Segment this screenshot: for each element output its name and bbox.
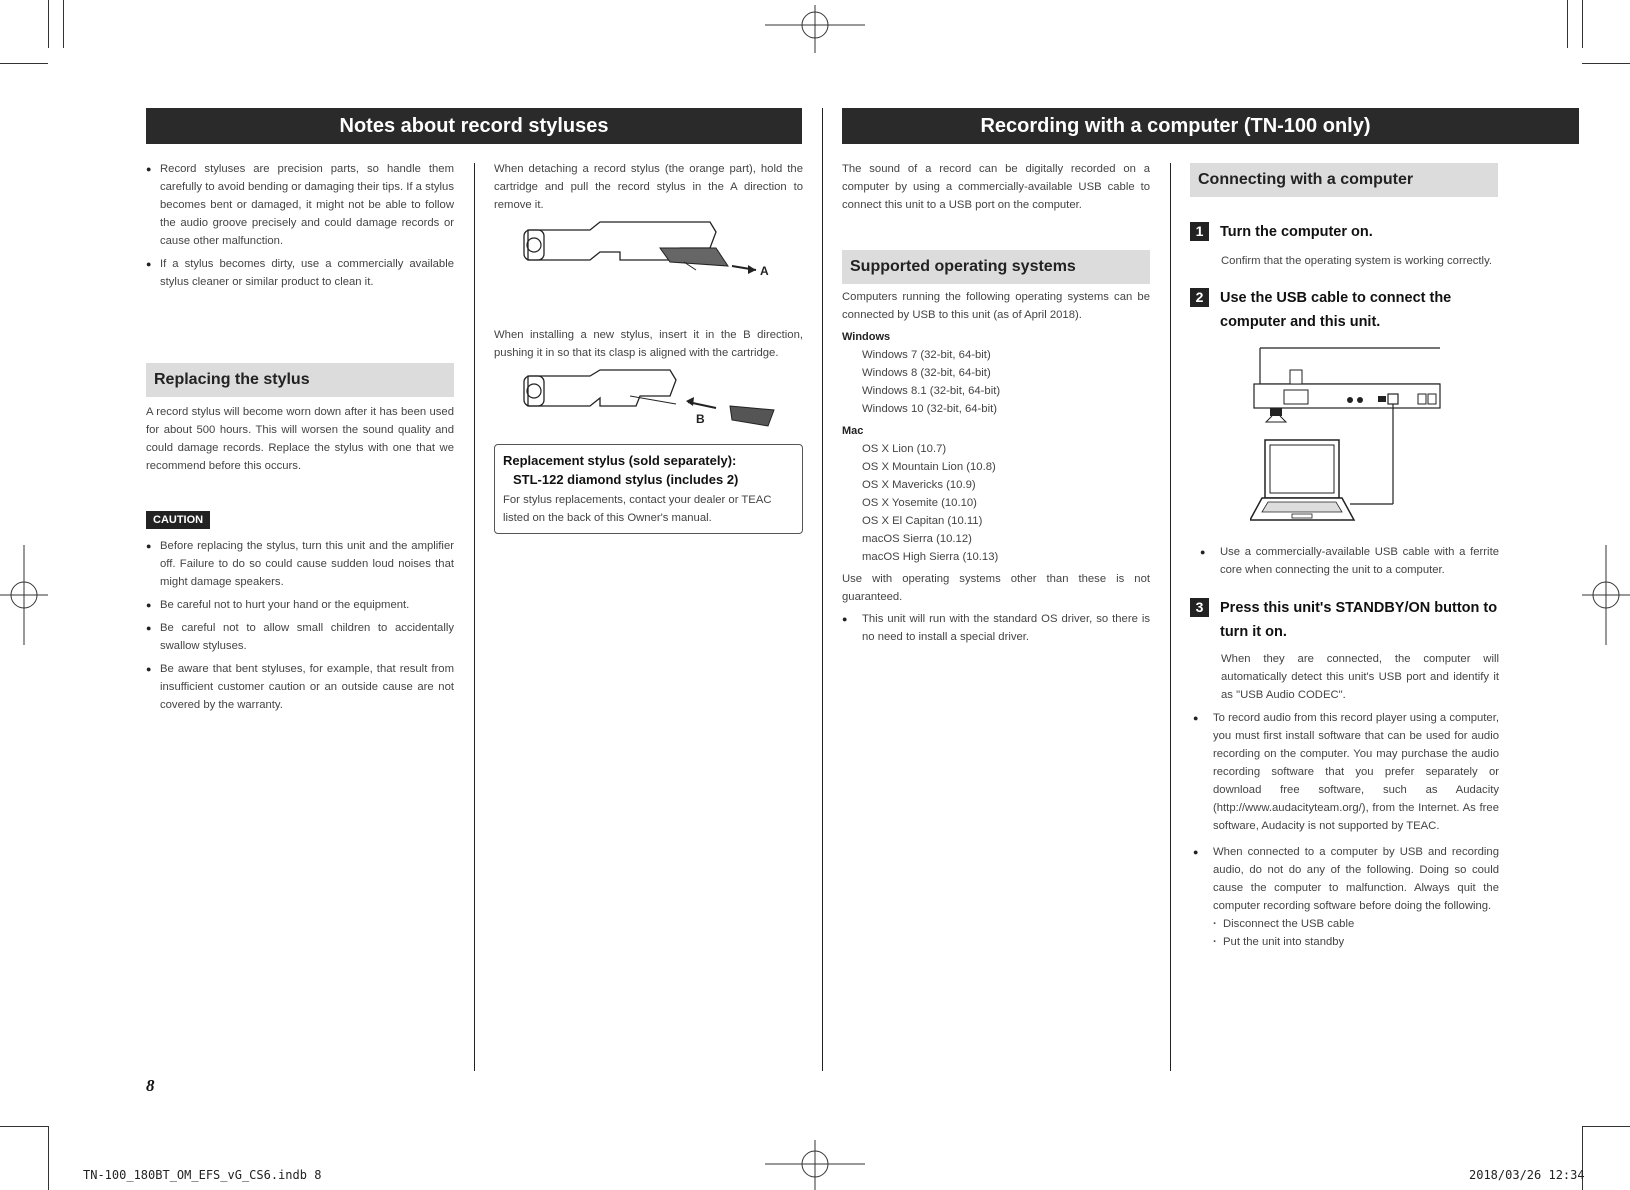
usb-connection-illustration	[1250, 344, 1446, 532]
footer-file: TN-100_180BT_OM_EFS_vG_CS6.indb 8	[83, 1168, 322, 1182]
step-number: 3	[1190, 598, 1209, 617]
box-title: Replacement stylus (sold separately):	[503, 453, 737, 468]
windows-label: Windows	[842, 331, 891, 343]
list-item: ● Use a commercially-available USB cable with a ferrite core when connecting the unit to a computer.	[1200, 543, 1499, 579]
list-item: · Put the unit into standby	[1213, 933, 1499, 951]
list-item: ● This unit will run with the standard OS driver, so there is no need to install a special driver.	[842, 610, 1150, 646]
list-item: Windows 8 (32-bit, 64-bit)	[862, 367, 991, 379]
list-item: ● To record audio from this record player using a computer, you must first install software that can be used for audio recording on the computer. You may purchase the audio recording software that you prefer separately or download free software, such as Audacity (http://www.audacityteam.org/), from the Internet. As free software, Audacity is not supported by TEAC.	[1193, 709, 1499, 835]
detach-text: When detaching a record stylus (the orange part), hold the cartridge and pull the record stylus in the A direction to remove it.	[494, 163, 803, 211]
registration-mark-right	[1582, 545, 1630, 645]
box-subtitle: STL-122 diamond stylus (includes 2)	[513, 472, 739, 487]
page-divider	[822, 108, 823, 1071]
registration-mark-left	[0, 545, 48, 645]
list-item: OS X El Capitan (10.11)	[862, 515, 983, 527]
mac-label: Mac	[842, 425, 864, 437]
list-item: · Disconnect the USB cable	[1213, 915, 1499, 933]
replacing-text: A record stylus will become worn down after it has been used for about 500 hours. This will worsen the sound quality and could damage records. Replace the stylus with one that we recommend before this occurs.	[146, 406, 454, 472]
footer-date: 2018/03/26 12:34	[1469, 1168, 1585, 1182]
crop-mark	[1567, 0, 1568, 48]
crop-mark	[48, 0, 49, 48]
label-b: B	[696, 412, 705, 426]
list-item: ● Before replacing the stylus, turn this unit and the amplifier off. Failure to do so could cause sudden loud noises that might damage speakers.	[146, 537, 454, 591]
supported-heading: Supported operating systems	[842, 250, 1150, 284]
stylus-detach-illustration	[520, 218, 780, 280]
label-a: A	[760, 264, 769, 278]
stylus-install-illustration	[520, 368, 780, 430]
list-item: OS X Mountain Lion (10.8)	[862, 461, 996, 473]
list-item: ● Be careful not to hurt your hand or the equipment.	[146, 596, 454, 614]
caution-list	[146, 537, 454, 719]
crop-mark	[0, 1126, 48, 1127]
crop-mark	[48, 1126, 49, 1190]
install-text: When installing a new stylus, insert it in the B direction, pushing it in so that its clasp is aligned with the cartridge.	[494, 329, 803, 359]
replacing-heading: Replacing the stylus	[146, 363, 454, 397]
column-divider	[1170, 163, 1171, 1071]
crop-mark	[0, 63, 48, 64]
mac-list	[842, 440, 1150, 566]
box-text: For stylus replacements, contact your dealer or TEAC listed on the back of this Owner's manual.	[503, 494, 772, 524]
replacement-stylus-box	[494, 444, 803, 534]
right-banner: Recording with a computer (TN-100 only)	[842, 108, 1579, 144]
list-item: Windows 8.1 (32-bit, 64-bit)	[862, 385, 1001, 397]
windows-list	[842, 346, 1150, 418]
list-item: macOS Sierra (10.12)	[862, 533, 972, 545]
step-number: 2	[1190, 288, 1209, 307]
list-item: Windows 10 (32-bit, 64-bit)	[862, 403, 997, 415]
step-text: Confirm that the operating system is working correctly.	[1221, 255, 1493, 267]
left-banner: Notes about record styluses	[146, 108, 802, 144]
crop-mark	[1582, 63, 1630, 64]
step-title: Press this unit's STANDBY/ON button to turn it on.	[1220, 600, 1498, 640]
list-item: OS X Yosemite (10.10)	[862, 497, 977, 509]
list-item: macOS High Sierra (10.13)	[862, 551, 999, 563]
crop-mark	[1582, 1126, 1630, 1127]
registration-mark-bottom	[765, 1140, 865, 1190]
recording-intro: The sound of a record can be digitally recorded on a computer by using a commercially-available USB cable to connect this unit to a USB port on the computer.	[842, 163, 1150, 211]
page-number: 8	[146, 1076, 155, 1095]
list-item: OS X Lion (10.7)	[862, 443, 947, 455]
step-title: Use the USB cable to connect the computer and this unit.	[1220, 290, 1452, 330]
step-text: When they are connected, the computer will automatically detect this unit's USB port and identify it as "USB Audio CODEC".	[1221, 653, 1499, 701]
supported-section	[842, 288, 1150, 651]
ferrite-note	[1200, 543, 1499, 584]
connecting-heading: Connecting with a computer	[1190, 163, 1498, 197]
step-title: Turn the computer on.	[1220, 224, 1373, 240]
recording-notes	[1193, 709, 1499, 951]
sub-list	[1193, 915, 1499, 951]
caution-label: CAUTION	[146, 511, 210, 529]
stylus-notes-list	[146, 160, 454, 296]
crop-mark	[1582, 0, 1583, 48]
guarantee-text: Use with operating systems other than these is not guaranteed.	[842, 573, 1150, 603]
list-item: ● If a stylus becomes dirty, use a commercially available stylus cleaner or similar product to clean it.	[146, 255, 454, 291]
list-item: OS X Mavericks (10.9)	[862, 479, 976, 491]
list-item: ● Be aware that bent styluses, for example, that result from insufficient customer caution or an outside cause are not covered by the warranty.	[146, 660, 454, 714]
column-divider	[474, 163, 475, 1071]
crop-mark	[63, 0, 64, 48]
list-item: ● Be careful not to allow small children to accidentally swallow styluses.	[146, 619, 454, 655]
registration-mark-top	[765, 5, 865, 53]
list-item: ● When connected to a computer by USB and recording audio, do not do any of the following. Doing so could cause the computer to malfunction. Always quit the computer recording software before doing the following.	[1193, 843, 1499, 915]
step-number: 1	[1190, 222, 1209, 241]
supported-text: Computers running the following operating systems can be connected by USB to this unit (as of April 2018).	[842, 291, 1150, 321]
list-item: ● Record styluses are precision parts, so handle them carefully to avoid bending or damaging their tips. If a stylus becomes bent or damaged, it might not be able to follow the audio groove precisely and could damage records or cause other malfunction.	[146, 160, 454, 250]
list-item: Windows 7 (32-bit, 64-bit)	[862, 349, 991, 361]
